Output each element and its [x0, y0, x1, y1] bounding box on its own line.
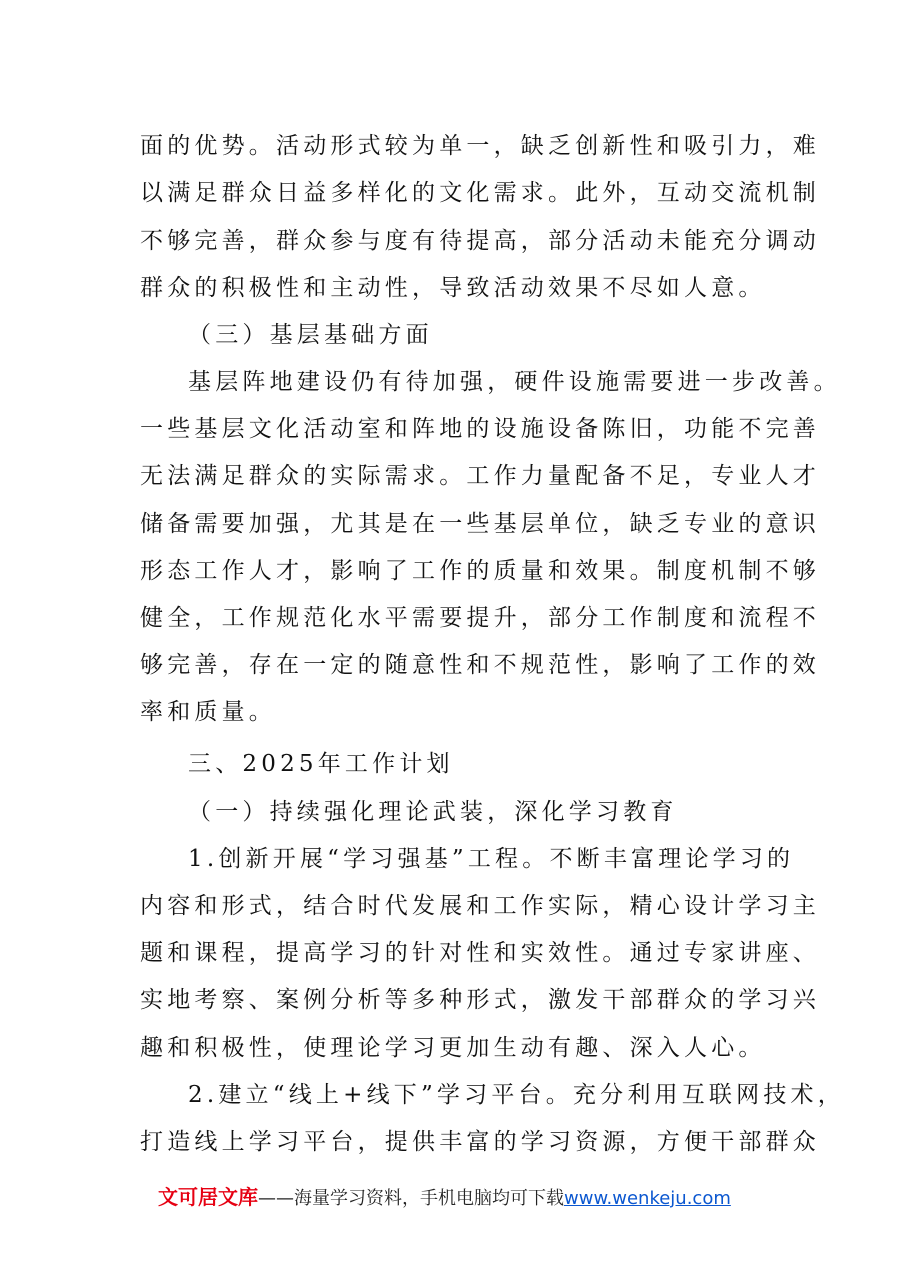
body-line: 不够完善，群众参与度有待提高，部分活动未能充分调动: [140, 228, 820, 254]
footer-brand: 文可居文库: [158, 1185, 258, 1209]
footer-banner: [158, 1183, 798, 1213]
body-line: 储备需要加强，尤其是在一些基层单位，缺乏专业的意识: [140, 511, 820, 537]
footer-description: 海量学习资料，手机电脑均可下载: [294, 1188, 564, 1209]
chapter-heading: 三、2025年工作计划: [188, 751, 454, 777]
body-line: 打造线上学习平台，提供丰富的学习资源，方便干部群众: [140, 1129, 820, 1155]
body-line: 以满足群众日益多样化的文化需求。此外，互动交流机制: [140, 180, 820, 206]
body-line: 率和质量。: [140, 699, 276, 725]
paragraph-first-line: 1.创新开展“学习强基”工程。不断丰富理论学习的: [188, 846, 795, 872]
body-line: 实地考察、案例分析等多种形式，激发干部群众的学习兴: [140, 987, 820, 1013]
body-line: 题和课程，提高学习的针对性和实效性。通过专家讲座、: [140, 940, 820, 966]
body-line: 群众的积极性和主动性，导致活动效果不尽如人意。: [140, 275, 766, 301]
body-line: 无法满足群众的实际需求。工作力量配备不足，专业人才: [140, 463, 820, 489]
body-line: 内容和形式，结合时代发展和工作实际，精心设计学习主: [140, 893, 820, 919]
paragraph-first-line: 基层阵地建设仍有待加强，硬件设施需要进一步改善。: [188, 369, 841, 395]
section-heading: （三）基层基础方面: [188, 322, 433, 348]
body-line: 趣和积极性，使理论学习更加生动有趣、深入人心。: [140, 1035, 766, 1061]
paragraph-first-line: 2.建立“线上+线下”学习平台。充分利用互联网技术，: [188, 1082, 845, 1108]
section-heading: （一）持续强化理论武装，深化学习教育: [188, 799, 678, 825]
body-line: 形态工作人才，影响了工作的质量和效果。制度机制不够: [140, 558, 820, 584]
body-line: 健全，工作规范化水平需要提升，部分工作制度和流程不: [140, 605, 820, 631]
body-line: 面的优势。活动形式较为单一，缺乏创新性和吸引力，难: [140, 133, 820, 159]
footer-dash: ——: [258, 1188, 294, 1209]
body-line: 一些基层文化活动室和阵地的设施设备陈旧，功能不完善: [140, 416, 820, 442]
body-line: 够完善，存在一定的随意性和不规范性，影响了工作的效: [140, 652, 820, 678]
footer-link[interactable]: www.wenkeju.com: [564, 1188, 731, 1209]
